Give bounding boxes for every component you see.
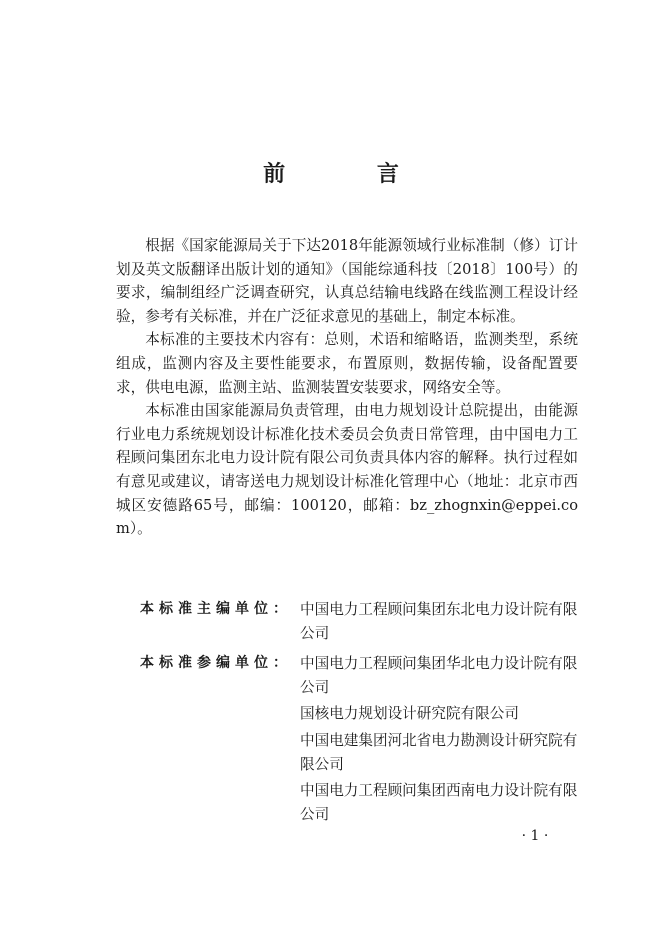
preface-paragraph-management: 本标准由国家能源局负责管理，由电力规划设计总院提出，由能源行业电力系统规划设计标准化技术委员会负责日常管理，由中国电力工程顾问集团东北电力设计院有限公司负责具体内容的解释。执行过程如有意见或建议，请寄送电力规划设计标准化管理中心（地址：北京市西城区安德路65号，邮编：100120，邮箱：bz_zhognxin@eppei.com）。 — [116, 402, 578, 538]
preface-paragraph-contents: 本标准的主要技术内容有：总则，术语和缩略语，监测类型，系统组成，监测内容及主要性能要求，布置原则，数据传输，设备配置要求，供电电源，监测主站、监测装置安装要求，网络安全等。 — [116, 331, 578, 396]
chief-unit-list — [300, 598, 580, 648]
participating-unit-list — [300, 652, 580, 829]
participating-unit-name: 国核电力规划设计研究院有限公司 — [300, 705, 519, 723]
participating-unit-group — [140, 652, 580, 829]
drafting-units — [140, 598, 580, 833]
page-number: · 1 · — [521, 828, 549, 844]
preface-paragraph-basis: 根据《国家能源局关于下达2018年能源领域行业标准制（修）订计划及英文版翻译出版计划的通知》（国能综通科技〔2018〕100号）的要求，编制组经广泛调查研究，认真总结输电线路在线监测工程设计经验，参考有关标准，并在广泛征求意见的基础上，制定本标准。 — [116, 237, 578, 325]
chief-unit-group — [140, 598, 580, 648]
participating-unit-name: 中国电建集团河北省电力勘测设计研究院有限公司 — [300, 731, 578, 773]
chief-unit-label: 本标准主编单位： — [140, 601, 292, 617]
participating-unit-name: 中国电力工程顾问集团华北电力设计院有限公司 — [300, 655, 578, 696]
participating-unit-name: 中国电力工程顾问集团西南电力设计院有限公司 — [300, 782, 578, 823]
chief-unit-name: 中国电力工程顾问集团东北电力设计院有限公司 — [300, 601, 578, 642]
page-title: 前 言 — [263, 162, 441, 187]
preface-body — [116, 234, 578, 541]
participating-unit-label: 本标准参编单位： — [140, 655, 292, 672]
